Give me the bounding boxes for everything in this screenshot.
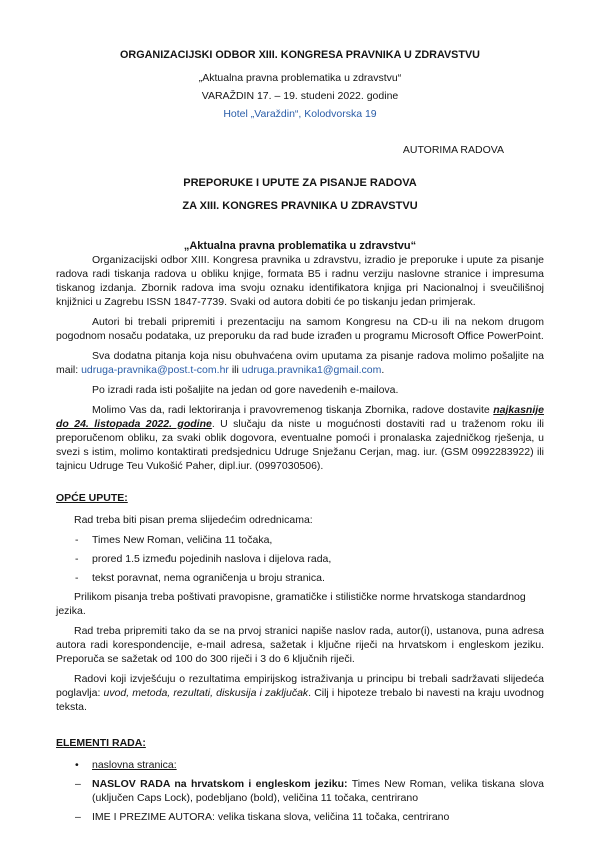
list-item-text <box>92 810 544 824</box>
section-heading-opce-upute: OPĆE UPUTE: <box>56 492 128 504</box>
email-link-primary[interactable]: udruga-pravnika@post.t-com.hr <box>81 364 229 376</box>
opce-upute-intro: Rad treba biti pisan prema slijedećim odrednicama: <box>74 514 313 526</box>
list-item <box>75 758 544 772</box>
venue-link[interactable]: Hotel „Varaždin“, Kolodvorska 19 <box>223 108 377 120</box>
intro-paragraph-1: Organizacijski odbor XIII. Kongresa pravnika u zdravstvu, izradio je preporuke i upute za pisanje radova radi tiskanja radova u obliku knjige, formata B5 i radnu verziju naslovne stranice i impresuma tiskanog izdanja. Zbornik radova ima svoju oznaku identifikatora knjiga pri Nacionalnoj i sveučilišnoj knjižnici u Zagrebu ISSN 1847-7739. Svaki od autora dobiti će po tiskanju jedan primjerak. <box>56 254 544 308</box>
opce-upute-paragraph-2: Prilikom pisanja treba poštivati pravopisne, gramatičke i stilističke norme hrvatskoga standardnog jezika. <box>56 591 526 617</box>
intro-paragraph-2: Autori bi trebali pripremiti i prezentaciju na samom Kongresu na CD-u ili na nekom drugom pogodnom nosaču podataka, uz preporuku da rad bude izrađen u programu Microsoft Office PowerPoint. <box>56 316 544 342</box>
item-label: NASLOV RADA na hrvatskom i engleskom jeziku: <box>92 778 348 790</box>
email-link-secondary[interactable]: udruga.pravnika1@gmail.com <box>241 364 382 376</box>
round-bullet: • <box>75 759 79 771</box>
paragraph-text: Radovi koji izvješćuju o rezultatima empirijskog istraživanja u principu bi trebali sadržavati slijedeća poglavlja: <box>56 673 544 699</box>
title-subtitle: „Aktualna pravna problematika u zdravstvu“ <box>183 240 417 252</box>
paragraph-text: ili <box>228 364 242 376</box>
elementi-rada-list <box>56 758 544 824</box>
paragraph-text: Molimo Vas da, radi lektoriranja i pravovremenog tiskanja Zbornika, radove dostavite <box>92 404 494 416</box>
paragraph-text: Sva dodatna pitanja koja nisu obuhvaćena ovim uputama za pisanje radova molimo pošaljite na mail: <box>56 350 544 376</box>
dash-bullet: - <box>75 572 79 584</box>
list-item <box>75 552 544 566</box>
list-item-text: tekst poravnat, nema ograničenja u broju stranica. <box>92 572 325 584</box>
document-header <box>56 48 544 121</box>
item-description: velika tiskana slova, veličina 11 točaka, centrirano <box>214 811 450 823</box>
paragraph-text: . <box>381 364 385 376</box>
list-item <box>75 777 544 805</box>
dash-bullet: - <box>75 534 79 546</box>
date-location-line: VARAŽDIN 17. – 19. studeni 2022. godine <box>201 90 399 102</box>
item-label: IME I PREZIME AUTORA: <box>92 811 215 823</box>
opce-upute-list <box>56 533 544 585</box>
list-item-text: naslovna stranica: <box>92 759 177 771</box>
organizer-line: ORGANIZACIJSKI ODBOR XIII. KONGRESA PRAVNIKA U ZDRAVSTVU <box>120 49 480 61</box>
opce-upute-paragraph-4 <box>56 672 544 714</box>
paragraph-text: . Cilj i hipoteze trebalo bi navesti na kraju uvodnog teksta. <box>56 687 544 713</box>
intro-paragraph-4: Po izradi rada isti pošaljite na jedan od gore navedenih e-mailova. <box>92 384 399 396</box>
intro-paragraph-3 <box>56 349 544 377</box>
section-heading-elementi-rada: ELEMENTI RADA: <box>56 737 146 749</box>
paragraph-text: . U slučaju da niste u mogućnosti dostaviti rad u traženom roku ili preporučenom obliku, za svaki oblik dogovora, eventualne pomoći i pronalaska zajedničkog rješenja, u svezi s istim, molimo kontaktirati predsjednicu Udruge Snježanu Cerjan, mag. iur. (GSM 0992283922) ili tajnicu Udruge Teu Vukošić Paher, dipl.iur. (0997030506). <box>56 418 544 472</box>
title-line-2: ZA XIII. KONGRES PRAVNIKA U ZDRAVSTVU <box>182 200 418 212</box>
dash-bullet: - <box>75 553 79 565</box>
congress-theme-line: „Aktualna pravna problematika u zdravstvu“ <box>198 72 402 84</box>
addressee-line: AUTORIMA RADOVA <box>402 144 504 156</box>
list-item <box>75 533 544 547</box>
intro-paragraph-5 <box>56 403 544 473</box>
list-item-text: prored 1.5 između pojedinih naslova i dijelova rada, <box>92 553 332 565</box>
dash-bullet: – <box>75 811 81 823</box>
list-item-text <box>92 777 544 805</box>
item-description: Times New Roman, velika tiskana slova (uključen Caps Lock), podebljano (bold), veličina 11 točaka, centrirano <box>92 778 544 804</box>
opce-upute-paragraph-3: Rad treba pripremiti tako da se na prvoj stranici napiše naslov rada, autor(i), ustanova, puna adresa autora radi korespondencije, e-mail adresa, sažetak i ključne riječi na hrvatskom i engleskom jeziku. Preporuča se sažetak od 100 do 300 riječi i 3 do 6 ključnih riječi. <box>56 625 544 665</box>
list-item <box>75 810 544 824</box>
list-item <box>75 571 544 585</box>
deadline-emphasis: najkasnije do 24. listopada 2022. godine <box>56 404 544 430</box>
title-line-1: PREPORUKE I UPUTE ZA PISANJE RADOVA <box>183 177 417 189</box>
list-item-text: Times New Roman, veličina 11 točaka, <box>92 534 273 546</box>
document-title <box>56 176 544 253</box>
chapters-emphasis: uvod, metoda, rezultati, diskusija i zaključak <box>103 687 309 699</box>
dash-bullet: – <box>75 778 81 790</box>
